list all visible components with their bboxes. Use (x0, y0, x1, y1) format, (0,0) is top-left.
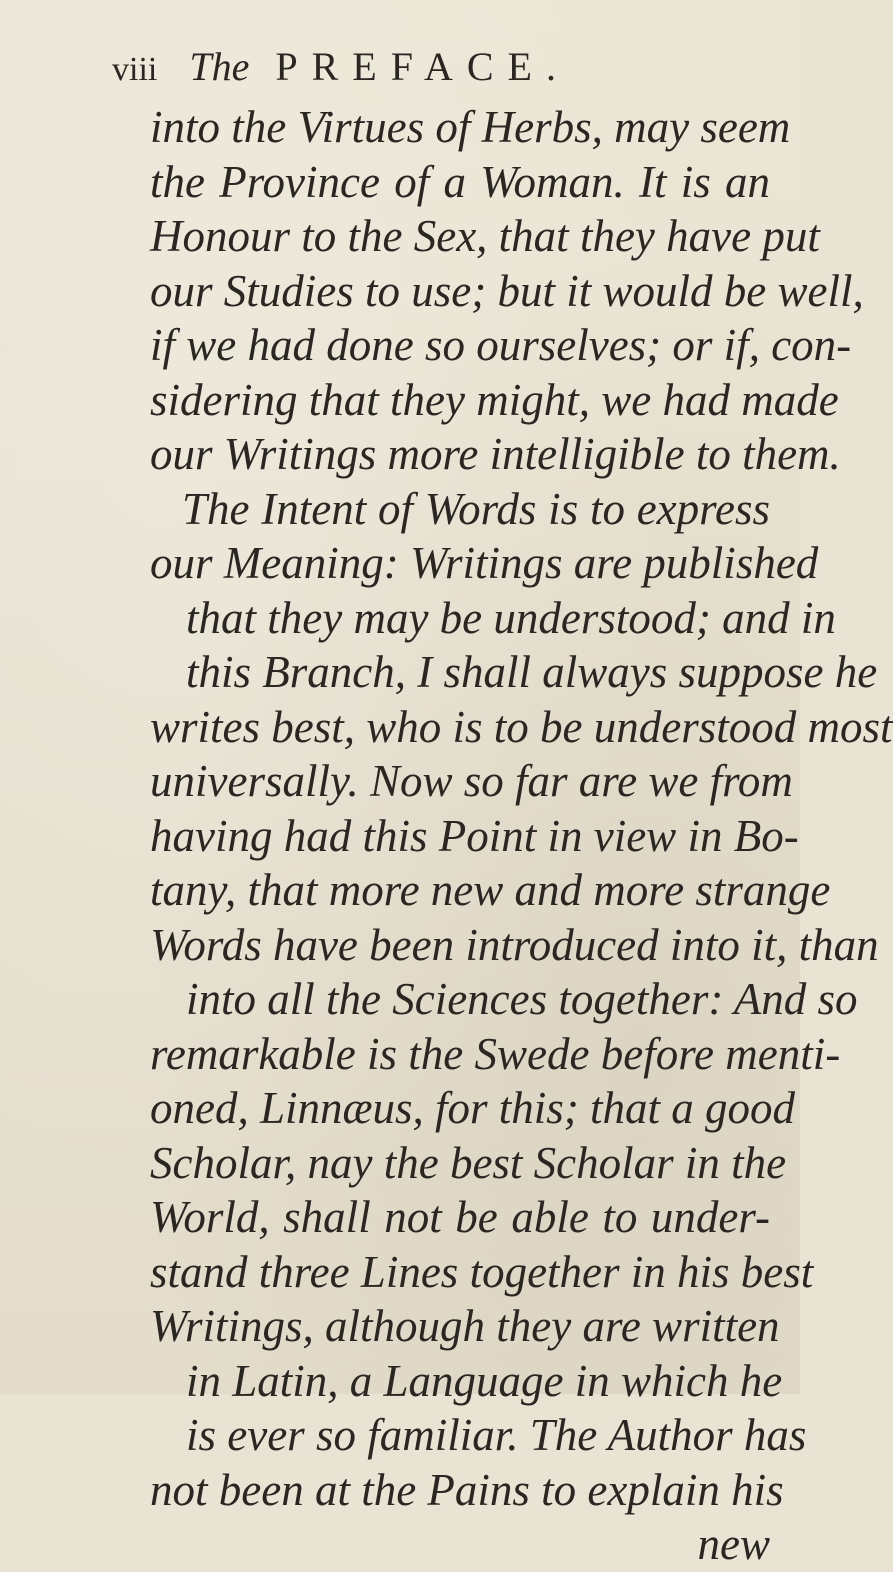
body-text (150, 100, 893, 1572)
catchword: new (697, 1519, 770, 1569)
text-line: Words have been introduced into it, than (150, 919, 879, 970)
text-line: World, shall not be able to under- (150, 1192, 770, 1242)
text-line: this Branch, I shall always suppose he (186, 647, 878, 697)
text-line: oned, Linnæus, for this; that a good (150, 1083, 796, 1133)
text-line: into the Virtues of Herbs, may seem (150, 102, 791, 152)
text-line: that they may be understood; and in (186, 592, 836, 643)
text-line: stand three Lines together in his best (150, 1246, 814, 1297)
text-line: the Province of a Woman. It is an (150, 156, 770, 207)
text-line: writes best, who is to be understood most (150, 701, 893, 752)
text-line: sidering that they might, we had made (150, 374, 839, 425)
text-line: our Writings more intelligible to them. (150, 429, 841, 479)
text-line: if we had done so ourselves; or if, con- (150, 320, 852, 370)
text-line: our Studies to use; but it would be well, (150, 265, 864, 316)
page-number: viii (112, 51, 158, 88)
text-line: The Intent of Words is to express (182, 483, 770, 534)
text-line: tany, that more new and more strange (150, 865, 831, 915)
text-line: Scholar, nay the best Scholar in the (150, 1137, 787, 1188)
text-line: Writings, although they are written (150, 1301, 780, 1351)
running-head-title: PREFACE. (275, 44, 570, 89)
text-line: universally. Now so far are we from (150, 756, 793, 806)
text-line: is ever so familiar. The Author has (186, 1410, 807, 1460)
text-line: in Latin, a Language in which he (186, 1355, 783, 1406)
text-line: remarkable is the Swede before menti- (150, 1028, 841, 1079)
text-line: our Meaning: Writings are published (150, 538, 819, 588)
page-header (112, 42, 752, 92)
text-line: Honour to the Sex, that they have put (150, 211, 820, 261)
text-line: not been at the Pains to explain his (150, 1464, 784, 1515)
running-head-article: The (189, 44, 250, 89)
text-line: into all the Sciences together: And so (186, 974, 858, 1024)
text-line: having had this Point in view in Bo- (150, 810, 799, 861)
